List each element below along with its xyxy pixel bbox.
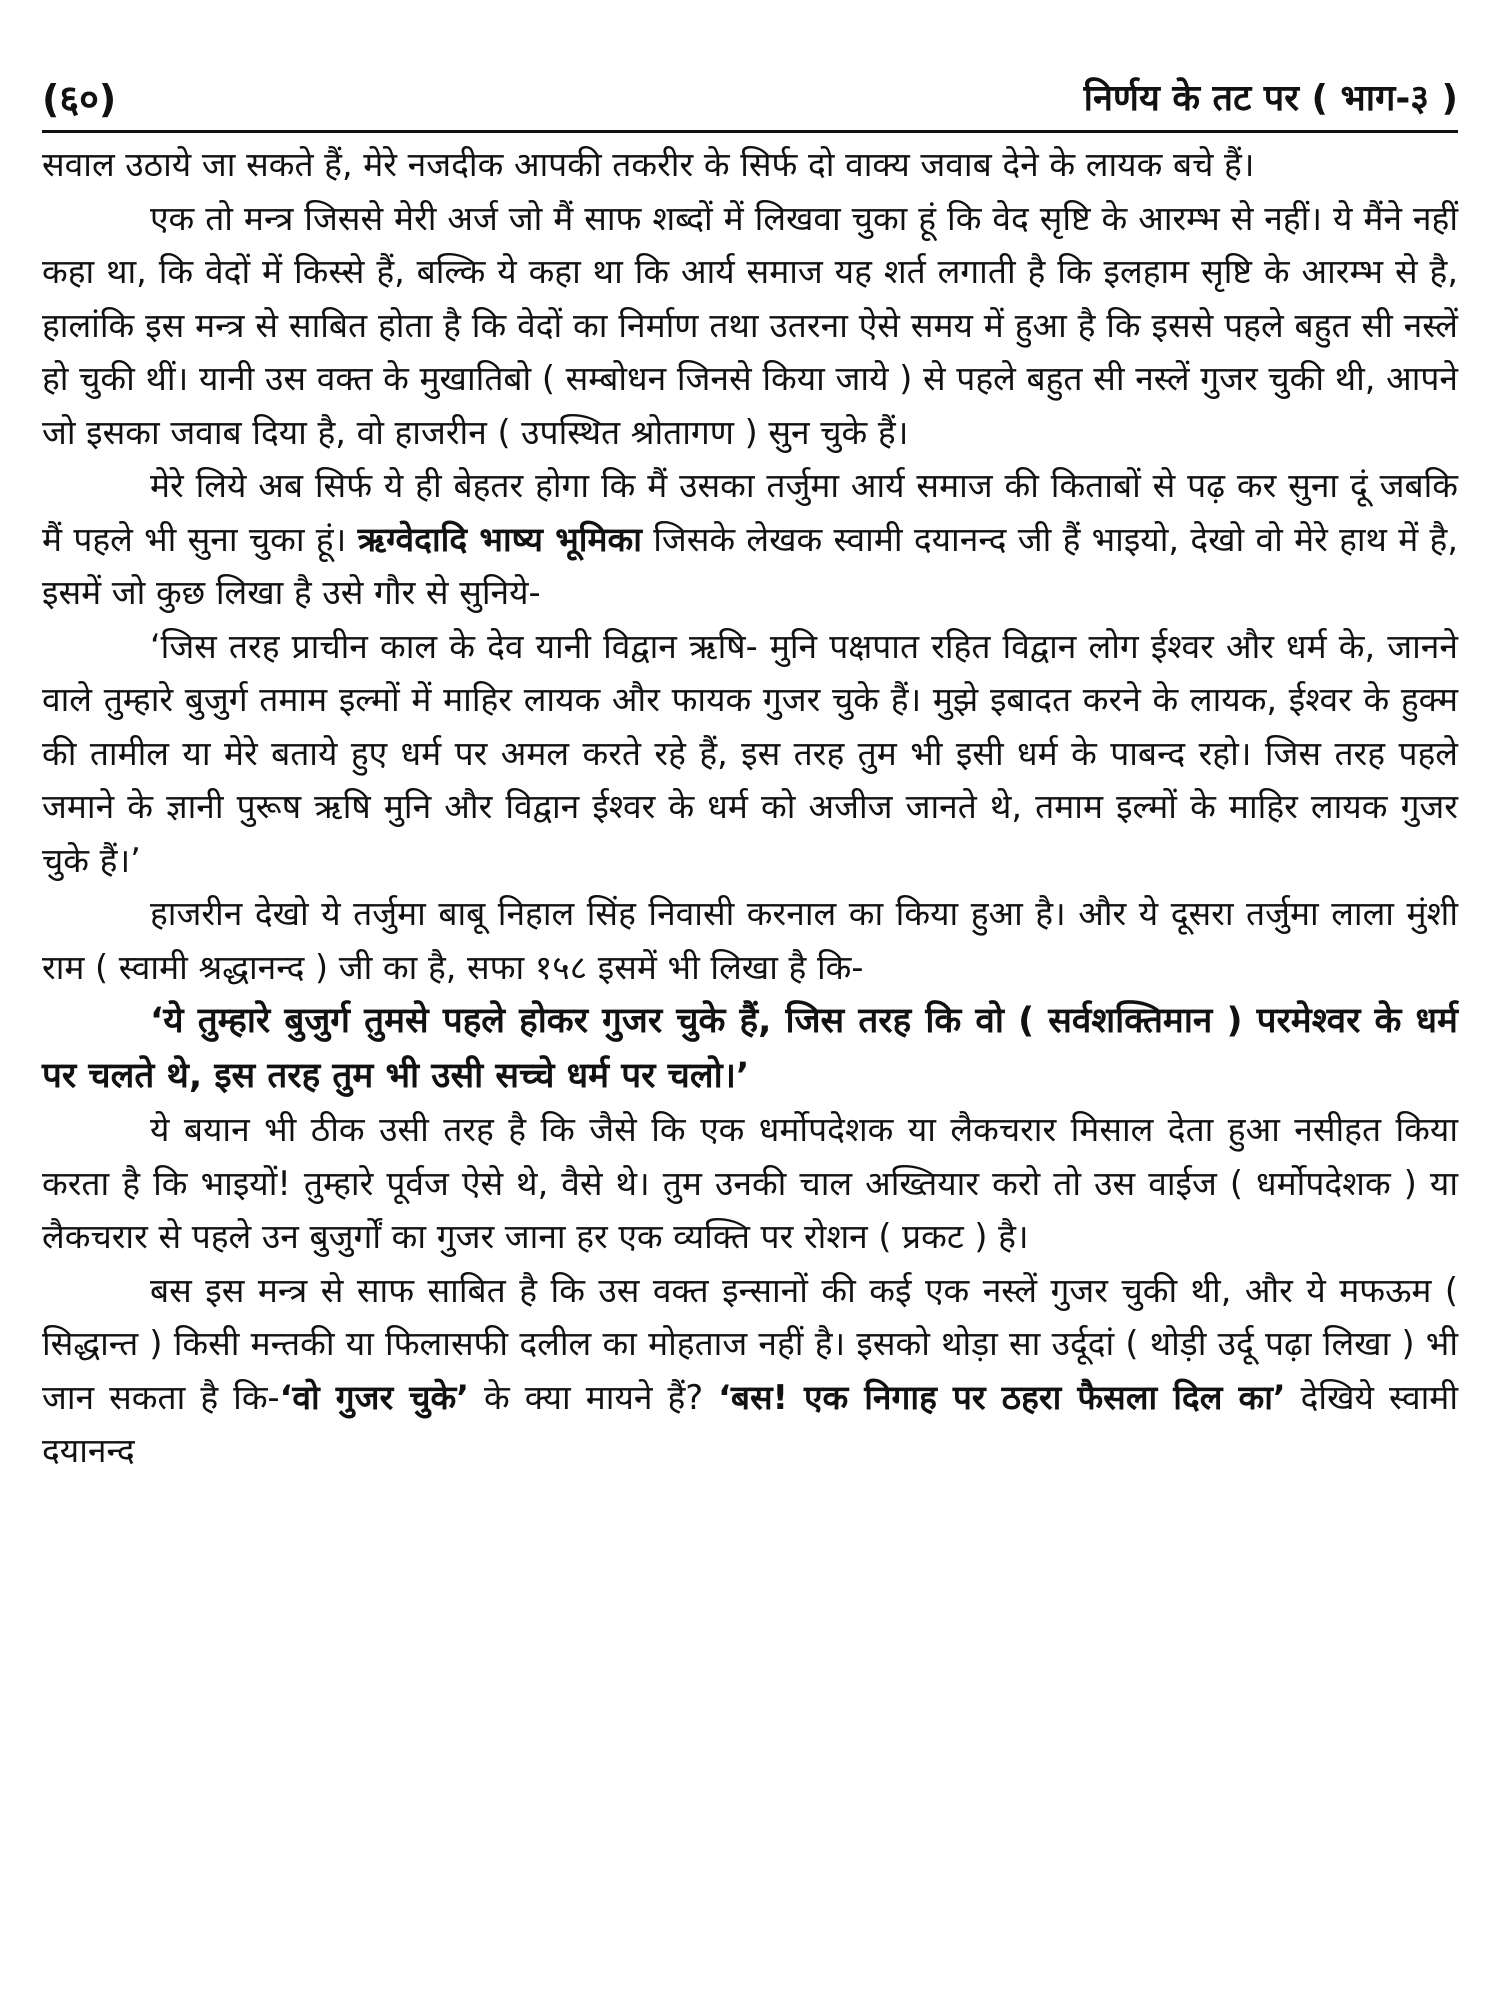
bold-quote: ‘ये तुम्हारे बुजुर्ग तुमसे पहले होकर गुजर चुके हैं, जिस तरह कि वो ( सर्वशक्तिमान ) परमेश्वर के धर्म पर चलते थे, इस तरह तुम भी उसी सच्चे धर्म पर चलो।’ — [42, 1001, 1458, 1096]
text-run: मेरे लिये अब सिर्फ ये ही बेहतर होगा कि मैं उसका तर्जुमा आर्य समाज की किताबों से पढ़ कर सुना दूं जबकि मैं पहले भी सुना चुका हूं। — [42, 466, 1458, 559]
book-title-bold: ऋग्वेदादि भाष्य भूमिका — [357, 519, 642, 559]
paragraph — [42, 1264, 1458, 1478]
text-run: ये बयान भी ठीक उसी तरह है कि जैसे कि एक धर्मोपदेशक या लैकचरार मिसाल देता हुआ नसीहत किया करता है कि भाइयों! तुम्हारे पूर्वज ऐसे थे, वैसे थे। तुम उनकी चाल अख्तियार करो तो उस वाईज ( धर्मोपदेशक ) या लैकचरार से पहले उन बुजुर्गों का गुजर जाना हर एक व्यक्ति पर रोशन ( प्रकट ) है। — [42, 1110, 1458, 1256]
text-run: देखिये स्वामी दयानन्द — [42, 1377, 1459, 1470]
text-run: एक तो मन्त्र जिससे मेरी अर्ज जो मैं साफ शब्दों में लिखवा चुका हूं कि वेद सृष्टि के आरम्भ से नहीं। ये मैंने नहीं कहा था, कि वेदों में किस्से हैं, बल्कि ये कहा था कि आर्य समाज यह शर्त लगाती है कि इलहाम सृष्टि के आरम्भ से है, हालांकि इस मन्त्र से साबित होता है कि वेदों का निर्माण तथा उतरना ऐसे समय में हुआ है कि इससे पहले बहुत सी नस्लें हो चुकी थीं। यानी उस वक्त के मुखातिबो ( सम्बोधन जिनसे किया जाये ) से पहले बहुत सी नस्लें गुजर चुकी थी, आपने जो इसका जवाब दिया है, वो हाजरीन ( उपस्थित श्रोतागण ) सुन चुके हैं। — [42, 198, 1458, 452]
bold-phrase: ‘वो गुजर चुके’ — [279, 1377, 469, 1417]
text-run: के क्या मायने हैं? — [468, 1377, 719, 1417]
bold-quote-paragraph — [42, 994, 1458, 1103]
header-divider — [42, 130, 1458, 133]
text-run: बस इस मन्त्र से साफ साबित है कि उस वक्त इन्सानों की कई एक नस्लें गुजर चुकी थी, और ये मफऊम ( सिद्धान्त ) किसी मन्तकी या फिलासफी दलील का मोहताज नहीं है। इसको थोड़ा सा उर्दूदां ( थोड़ी उर्दू पढ़ा लिखा ) भी जान सकता है कि- — [42, 1270, 1458, 1417]
paragraph — [42, 459, 1458, 620]
paragraph — [42, 192, 1458, 460]
text-run: जिसके लेखक स्वामी दयानन्द जी हैं भाइयो, देखो वो मेरे हाथ में है, इसमें जो कुछ लिखा है उसे गौर से सुनिये- — [42, 519, 1458, 612]
bold-phrase: ‘बस! एक निगाह पर ठहरा फैसला दिल का’ — [718, 1377, 1286, 1417]
text-run: सवाल उठाये जा सकते हैं, मेरे नजदीक आपकी तकरीर के सिर्फ दो वाक्य जवाब देने के लायक बचे हैं। — [42, 145, 1255, 184]
text-run: ‘जिस तरह प्राचीन काल के देव यानी विद्वान ऋषि- मुनि पक्षपात रहित विद्वान लोग ईश्वर और धर्म के, जानने वाले तुम्हारे बुजुर्ग तमाम इल्मों में माहिर लायक और फायक गुजर चुके हैं। मुझे इबादत करने के लायक, ईश्वर के हुक्म की तामील या मेरे बताये हुए धर्म पर अमल करते रहे हैं, इस तरह तुम भी इसी धर्म के पाबन्द रहो। जिस तरह पहले जमाने के ज्ञानी पुरूष ऋषि मुनि और विद्वान ईश्वर के धर्म को अजीज जानते थे, तमाम इल्मों के माहिर लायक गुजर चुके हैं।’ — [42, 626, 1458, 880]
body-text — [42, 138, 1458, 1478]
page-number: (६०) — [42, 77, 117, 121]
text-run: हाजरीन देखो ये तर्जुमा बाबू निहाल सिंह निवासी करनाल का किया हुआ है। और ये दूसरा तर्जुमा लाला मुंशी राम ( स्वामी श्रद्धानन्द ) जी का है, सफा १५८ इसमें भी लिखा है कि- — [42, 894, 1458, 987]
paragraph — [42, 1103, 1458, 1264]
paragraph — [42, 887, 1458, 994]
quote-paragraph — [42, 620, 1458, 888]
running-title: निर्णय के तट पर ( भाग-३ ) — [1083, 78, 1458, 119]
page-header — [42, 70, 1458, 128]
paragraph — [42, 138, 1458, 192]
